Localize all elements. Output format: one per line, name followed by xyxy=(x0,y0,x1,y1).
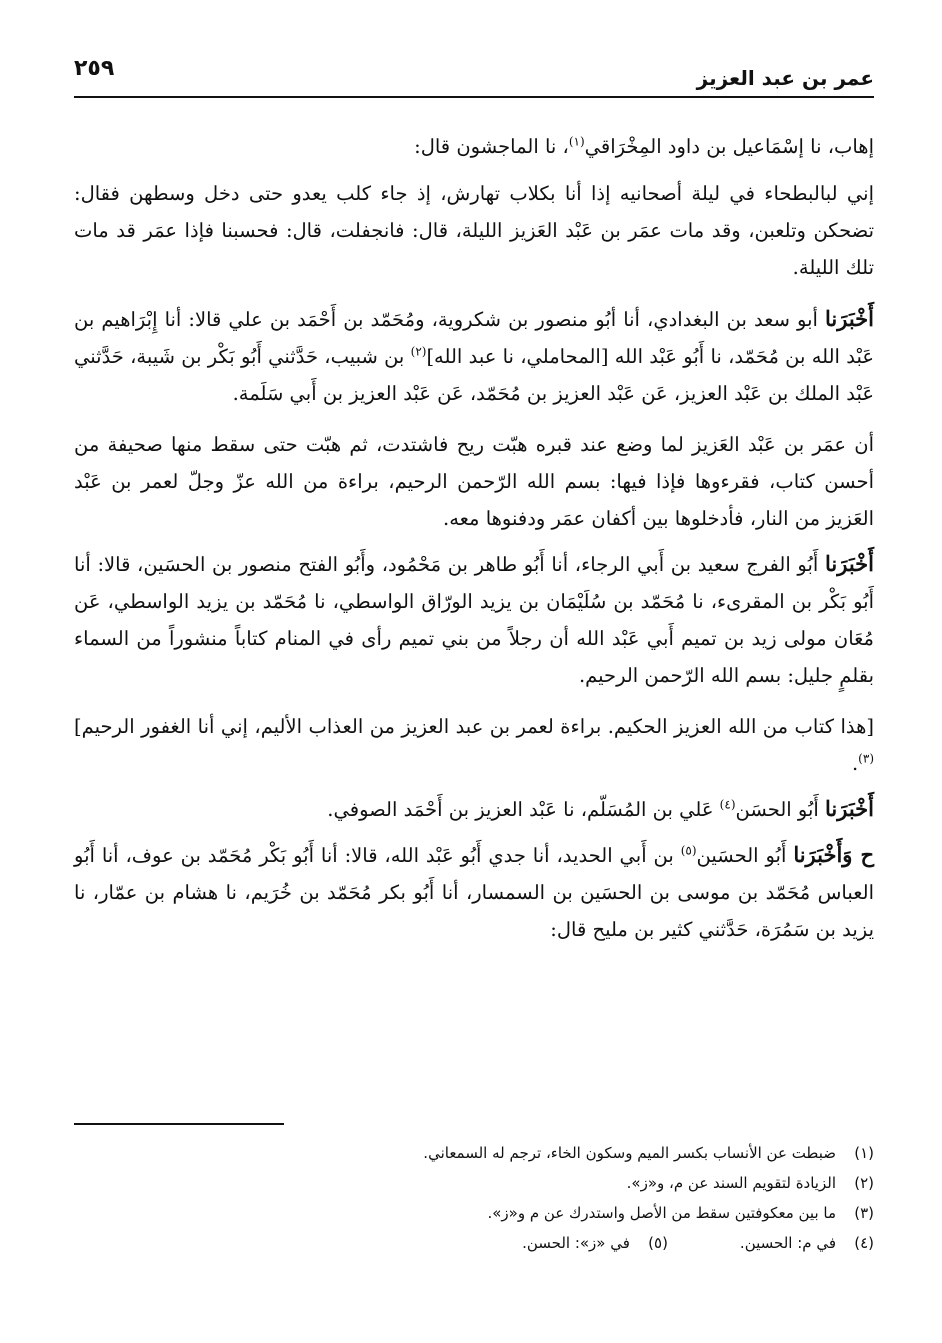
paragraph-1: إهاب، نا إسْمَاعيل بن داود المِخْرَاقي$^{(١)}$، نا الماجشون قال: xyxy=(414,134,874,158)
footnote-ref-1: (١) xyxy=(568,134,585,149)
footnote-4: (٤)في م: الحسين. xyxy=(739,1234,874,1252)
chain-keyword: ح وَأَخْبَرَنا xyxy=(793,842,875,867)
paragraph-2: إني لبالبطحاء في ليلة أصحانيه إذا أنا بكلاب تهارش، إذ جاء كلب يعدو حتى دخل وسطهن فقال: تضحكن وتلعبن، وقد مات عمَر بن عَبْد العَزيز الليلة، قال: فانجفلت، قال: فحسبنا فإذا عمَر قد مات تلك الليلة. xyxy=(74,182,874,279)
main-text xyxy=(74,128,874,1028)
header-rule xyxy=(74,96,874,98)
footnote-ref-3: (٣) xyxy=(858,751,874,766)
paragraph-3: أَخْبَرَنا أبو سعد بن البغدادي، أنا أبُو منصور بن شكروية، ومُحَمّد بن أَحْمَد بن علي قالا: أنا إِبْرَاهيم بن عَبْد الله بن مُحَمّد، نا أَبُو عَبْد الله [المحاملي، نا عبد الله]$^{(٢)}$ بن شبيب، حَدَّثني أَبُو بَكْر بن شَيبة، حَدَّثني عَبْد الملك بن عَبْد العزيز، عَن عَبْد العزيز بن مُحَمّد، عَن عَبْد العزيز بن أَبي سَلَمة. xyxy=(74,306,874,405)
footnote-ref-2: (٢) xyxy=(410,344,427,359)
footnote-separator xyxy=(74,1123,284,1125)
chain-keyword: أَخْبَرَنا xyxy=(825,551,874,576)
paragraph-4: أن عمَر بن عَبْد العَزيز لما وضع عند قبره هبّت ريح فاشتدت، ثم هبّت حتى سقط منها صحيفة من أحسن كتاب، فقرءوها فإذا فيها: بسم الله الرّحمن الرحيم، براءة من الله عزّ وجلّ لعمر بن عَبْد العَزيز من النار، فأدخلوها بين أكفان عمَر ودفنوها معه. xyxy=(74,433,874,530)
chain-keyword: أَخْبَرَنا xyxy=(825,796,874,821)
page-number: ٢٥٩ xyxy=(74,56,115,81)
paragraph-8: ح وَأَخْبَرَنا أَبُو الحسَين$^{(٥)}$ بن أَبي الحديد، أنا جدي أَبُو عَبْد الله، قالا: أنا أَبُو بَكْر مُحَمّد بن عوف، أنا أَبُو العباس مُحَمّد بن موسى بن الحسَين بن السمسار، أنا أَبُو بكر مُحَمّد بن خُرَيم، نا هشام بن عمّار، نا يزيد بن سَمُرَة، حَدَّثني كثير بن مليح قال: xyxy=(74,842,875,941)
footnote-2: (٢)الزيادة لتقويم السند عن م، و«ز». xyxy=(626,1174,874,1192)
footnote-4-5 xyxy=(74,1228,874,1258)
running-title: عمر بن عبد العزيز xyxy=(696,66,874,90)
paragraph-7: أَخْبَرَنا أَبُو الحسَن$^{(٤)}$ عَلي بن المُسَلّم، نا عَبْد العزيز بن أَحْمَد الصوفي. xyxy=(327,796,874,821)
footnote-ref-5: (٥) xyxy=(680,843,697,858)
footnote-3: (٣)ما بين معكوفتين سقط من الأصل واستدرك عن م و«ز». xyxy=(487,1204,874,1222)
footnotes xyxy=(74,1138,874,1278)
footnote-5: (٥)في «ز»: الحسن. xyxy=(522,1234,668,1252)
paragraph-5: أَخْبَرَنا أَبُو الفرج سعيد بن أَبي الرجاء، أنا أَبُو طاهر بن مَحْمُود، وأَبُو الفتح منصور بن الحسَين، قالا: أنا أَبُو بَكْر بن المقرىء، نا مُحَمّد بن سُلَيْمَان بن يزيد الورّاق الواسطي، نا مُحَمّد بن يزيد الواسطي، عَن مُعَان مولى زيد بن تميم أَبي عَبْد الله أن رجلاً من بني تميم رأى في المنام كتاباً منشوراً من السماء بقلمٍ جليل: بسم الله الرّحمن الرحيم. xyxy=(74,551,874,687)
page-header xyxy=(74,50,874,102)
footnote-ref-4: (٤) xyxy=(719,797,736,812)
paragraph-6: [هذا كتاب من الله العزيز الحكيم. براءة لعمر بن عبد العزيز من العذاب الأليم، إني أنا الغفور الرحيم]$^{(٣)}$. xyxy=(74,715,874,775)
footnote-1: (١)ضبطت عن الأنساب بكسر الميم وسكون الخاء، ترجم له السمعاني. xyxy=(423,1144,874,1162)
chain-keyword: أَخْبَرَنا xyxy=(825,306,874,331)
